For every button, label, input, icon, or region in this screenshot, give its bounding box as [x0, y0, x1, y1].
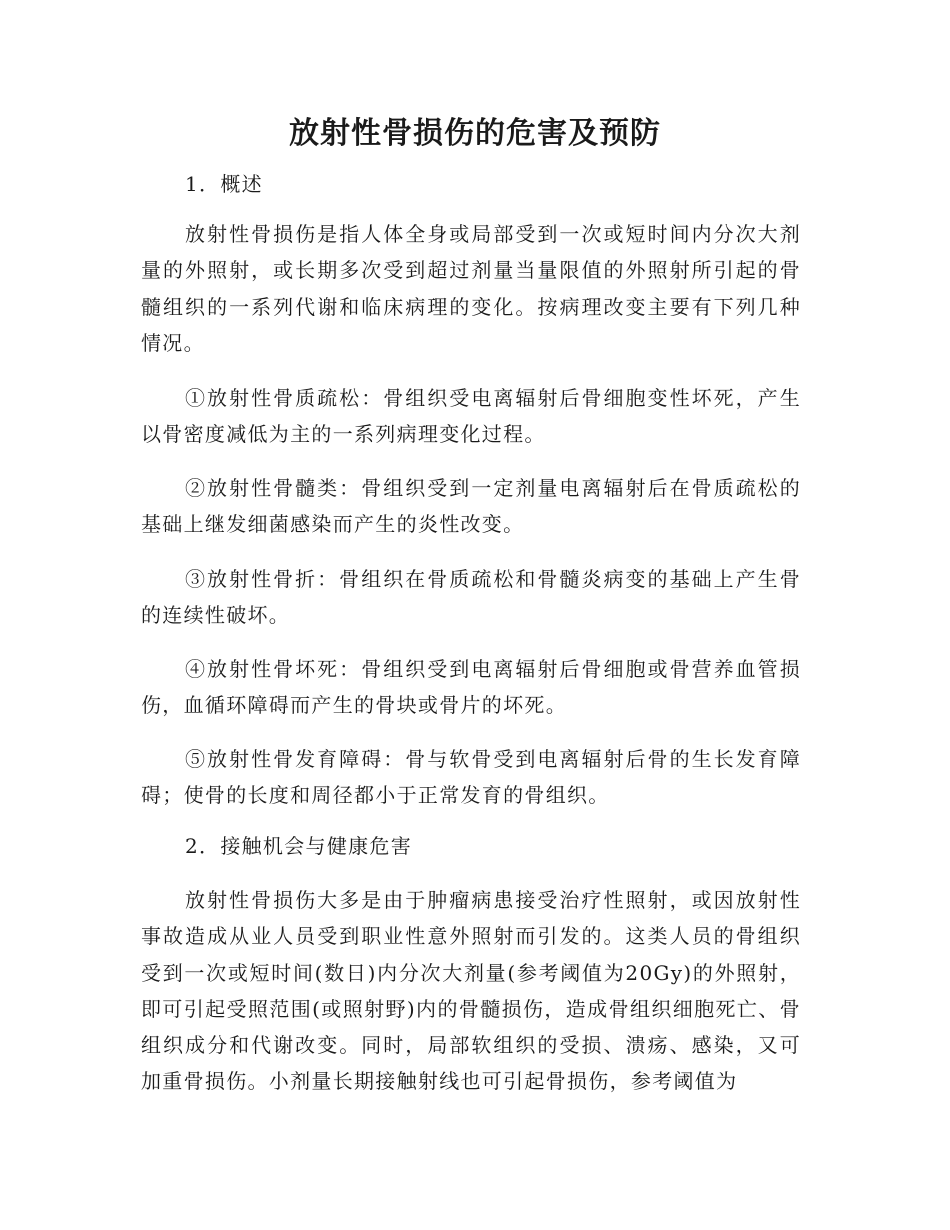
section-heading-overview: 1．概述 [185, 172, 263, 196]
overview-paragraph: 放射性骨损伤是指人体全身或局部受到一次或短时间内分次大剂量的外照射，或长期多次受到超过剂量当量限值的外照射所引起的骨髓组织的一系列代谢和临床病理的变化。按病理改变主要有下列几种情况。 [141, 222, 801, 355]
document-title: 放射性骨损伤的危害及预防 [289, 116, 661, 151]
list-item-necrosis: ④放射性骨坏死：骨组织受到电离辐射后骨细胞或骨营养血管损伤，血循环障碍而产生的骨块或骨片的坏死。 [141, 657, 801, 718]
list-item-osteomyelitis: ②放射性骨髓类：骨组织受到一定剂量电离辐射后在骨质疏松的基础上继发细菌感染而产生的炎性改变。 [141, 476, 801, 537]
list-item-fracture: ③放射性骨折：骨组织在骨质疏松和骨髓炎病变的基础上产生骨的连续性破坏。 [141, 567, 801, 628]
list-item-osteoporosis: ①放射性骨质疏松：骨组织受电离辐射后骨细胞变性坏死，产生以骨密度减低为主的一系列病理变化过程。 [141, 386, 801, 447]
exposure-paragraph: 放射性骨损伤大多是由于肿瘤病患接受治疗性照射，或因放射性事故造成从业人员受到职业性意外照射而引发的。这类人员的骨组织受到一次或短时间(数日)内分次大剂量(参考阈值为20Gy)的外照射，即可引起受照范围(或照射野)内的骨髓损伤，造成骨组织细胞死亡、骨组织成分和代谢改变。同时，局部软组织的受损、溃疡、感染，又可加重骨损伤。小剂量长期接触射线也可引起骨损伤，参考阈值为 [141, 888, 801, 1094]
section-heading-exposure: 2．接触机会与健康危害 [185, 834, 413, 858]
list-item-growth-disorder: ⑤放射性骨发育障碍：骨与软骨受到电离辐射后骨的生长发育障碍；使骨的长度和周径都小于正常发育的骨组织。 [141, 747, 801, 808]
